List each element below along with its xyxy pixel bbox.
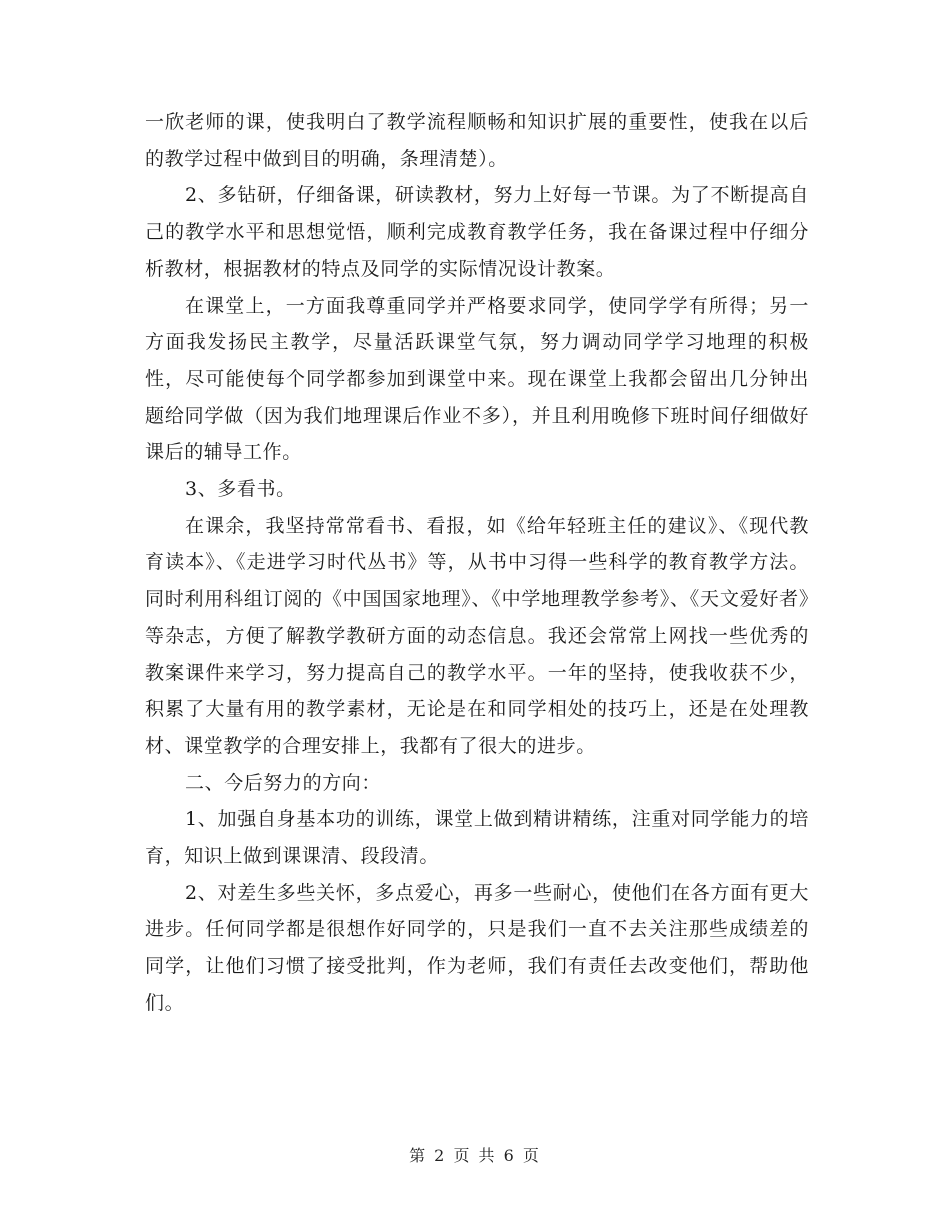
paragraph-point-2: 2、多钻研，仔细备课，研读教材，努力上好每一节课。为了不断提高自己的教学水平和思想觉悟，顺利完成教育教学任务，我在备课过程中仔细分析教材，根据教材的特点及同学的实际情况设计教案。: [145, 184, 809, 280]
paragraph-future-point-2: 2、对差生多些关怀，多点爱心，再多一些耐心，使他们在各方面有更大进步。任何同学都是很想作好同学的，只是我们一直不去关注那些成绩差的同学，让他们习惯了接受批判，作为老师，我们有责任去改变他们，帮助他们。: [145, 881, 809, 1014]
paragraph-reading: 在课余，我坚持常常看书、看报，如《给年轻班主任的建议》、《现代教育读本》、《走进学习时代丛书》等，从书中习得一些科学的教育教学方法。同时利用科组订阅的《中国国家地理》、《中学地理教学参考》、《天文爱好者》等杂志，方便了解教学教研方面的动态信息。我还会常常上网找一些优秀的教案课件来学习，努力提高自己的教学水平。一年的坚持，使我收获不少，积累了大量有用的教学素材，无论是在和同学相处的技巧上，还是在处理教材、课堂教学的合理安排上，我都有了很大的进步。: [145, 514, 809, 757]
paragraph-future-point-1: 1、加强自身基本功的训练，课堂上做到精讲精练，注重对同学能力的培育，知识上做到课课清、段段清。: [145, 808, 809, 868]
paragraph-classroom: 在课堂上，一方面我尊重同学并严格要求同学，使同学学有所得；另一方面我发扬民主教学，尽量活跃课堂气氛，努力调动同学学习地理的积极性，尽可能使每个同学都参加到课堂中来。现在课堂上我都会留出几分钟出题给同学做（因为我们地理课后作业不多），并且利用晚修下班时间仔细做好课后的辅导工作。: [145, 294, 809, 464]
document-body: [145, 104, 809, 1022]
paragraph-point-3-heading: 3、多看书。: [185, 478, 296, 501]
section-heading-future-direction: 二、今后努力的方向：: [185, 771, 382, 794]
paragraph-continuation: 一欣老师的课，使我明白了教学流程顺畅和知识扩展的重要性，使我在以后的教学过程中做到目的明确，条理清楚）。: [145, 111, 809, 170]
page-number-footer: 第 2 页 共 6 页: [409, 1146, 541, 1165]
